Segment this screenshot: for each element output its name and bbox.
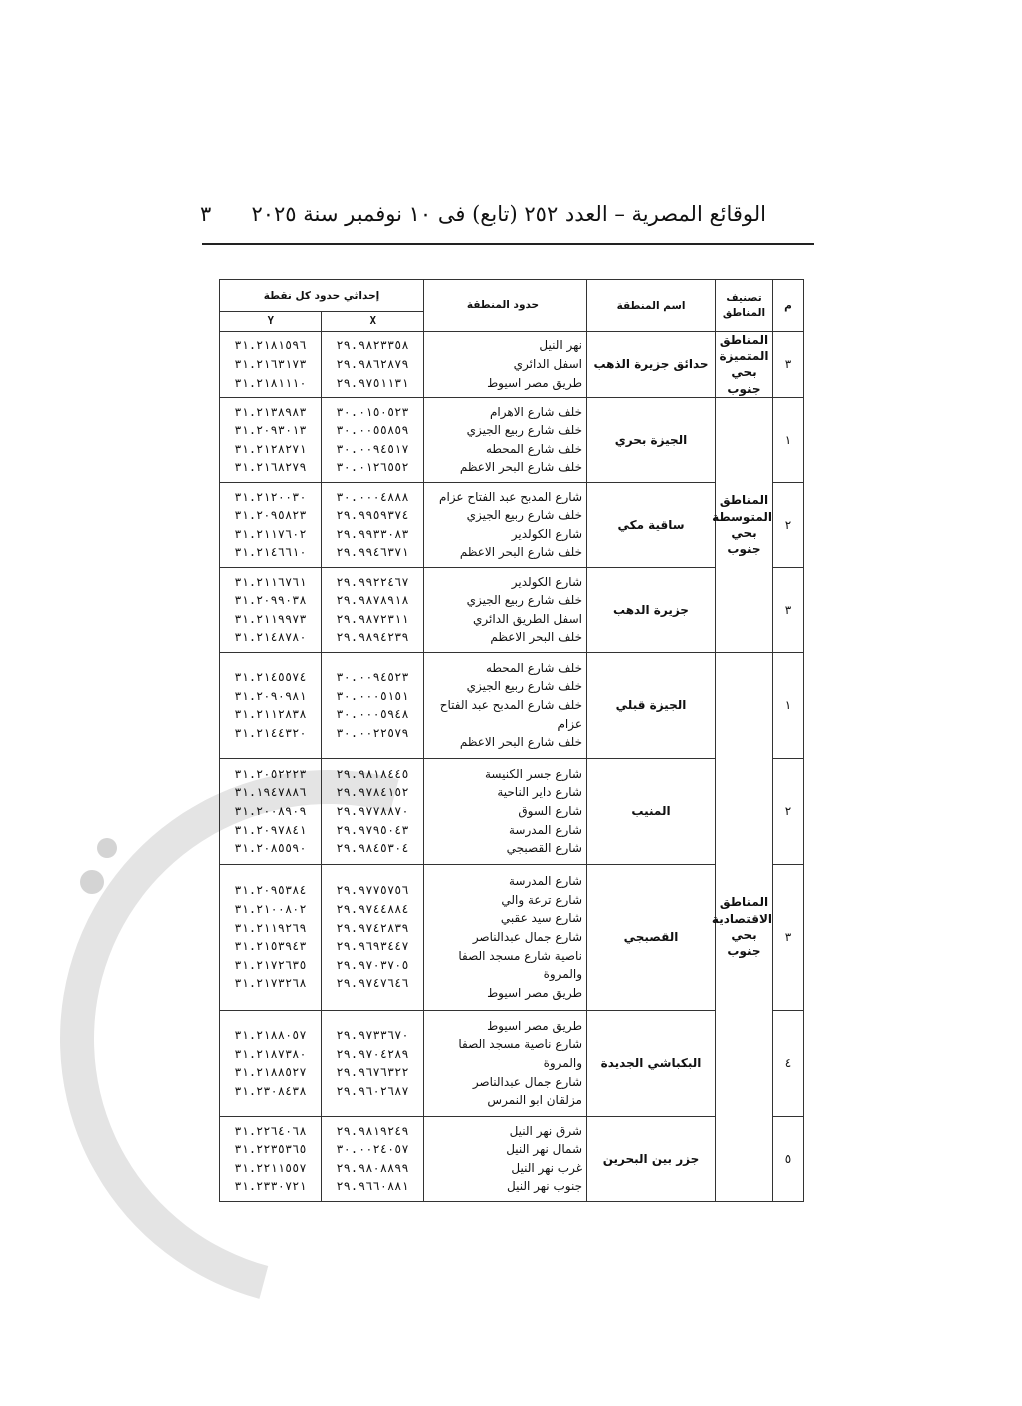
x-coordinate: ٢٩.٩٧٣٣٦٧٠ xyxy=(336,1028,409,1043)
boundary-line: خلف شارع ربيع الجيزي xyxy=(466,679,582,694)
y-coordinate: ٣١.٢١٤٦٦١٠ xyxy=(234,545,307,560)
watermark-dot xyxy=(80,870,104,894)
boundary-line: خلف شارع البحر الاعظم xyxy=(459,460,582,475)
x-coordinate: ٢٩.٩٨٦٢٨٧٩ xyxy=(336,357,409,372)
boundary-line: شارع المدرسة xyxy=(509,874,582,889)
y-coordinate: ٣١.٢٠٩٩٠٣٨ xyxy=(234,593,307,608)
boundary-line: غرب نهر النيل xyxy=(511,1160,582,1175)
boundary-line: خلف شارع البحر الاعظم xyxy=(459,735,582,750)
area-name: جزر بين البحرين xyxy=(587,1116,716,1201)
x-coordinates xyxy=(322,758,424,864)
area-boundaries xyxy=(424,482,587,567)
x-coordinates xyxy=(322,652,424,758)
x-coordinate: ٣٠.٠٠٠٤٨٨٨ xyxy=(336,489,409,504)
x-coordinate: ٢٩.٩٦٩٣٤٤٧ xyxy=(336,939,409,954)
x-coordinate: ٢٩.٩٩٢٢٤٦٧ xyxy=(336,574,409,589)
y-coordinate: ٣١.٢٠٩٣٠١٣ xyxy=(234,423,307,438)
x-coordinate: ٢٩.٩٧٤٧٦٤٦ xyxy=(336,976,409,991)
row-number: ٢ xyxy=(773,482,804,567)
zones-table xyxy=(219,279,804,1202)
row-number: ٢ xyxy=(773,758,804,864)
area-boundaries xyxy=(424,652,587,758)
boundary-line: شارع المدبح عبد الفتاح عزام xyxy=(439,489,582,504)
y-coordinates xyxy=(220,567,322,652)
zone-classification: المناطق الاقتصادية بحي جنوب xyxy=(716,652,773,1201)
y-coordinates xyxy=(220,1010,322,1116)
boundary-line: شارع القصبجي xyxy=(506,841,582,856)
y-coordinate: ٣١.٢١٨٨٠٥٧ xyxy=(234,1028,307,1043)
y-coordinate: ٣١.٢١٣٨٩٨٣ xyxy=(234,404,307,419)
row-number: ٥ xyxy=(773,1116,804,1201)
y-coordinate: ٣١.٢٣٣٠٧٢١ xyxy=(234,1179,307,1194)
x-coordinate: ٢٩.٩٧٥١١٣١ xyxy=(336,375,409,390)
y-coordinate: ٣١.٢١١٦٧٦١ xyxy=(234,574,307,589)
y-coordinate: ٣١.٢١٨٧٣٨٠ xyxy=(234,1046,307,1061)
header-classification: تصنيف المناطق xyxy=(716,280,773,332)
x-coordinate: ٣٠.٠٠٩٤٥٢٣ xyxy=(336,670,409,685)
y-coordinate: ٣١.٢٢٦٤٠٦٨ xyxy=(234,1123,307,1138)
area-boundaries xyxy=(424,567,587,652)
x-coordinate: ٢٩.٩٨٧٨٩١٨ xyxy=(336,593,409,608)
x-coordinate: ٢٩.٩٦٦٠٨٨١ xyxy=(336,1179,409,1194)
boundary-line: اسفل الدائري xyxy=(513,357,582,372)
y-coordinate: ٣١.٢١١٩٢٦٩ xyxy=(234,920,307,935)
row-number: ٣ xyxy=(773,567,804,652)
y-coordinate: ٣١.٢١٠٠٨٠٢ xyxy=(234,902,307,917)
table-row xyxy=(220,332,804,398)
row-number: ٤ xyxy=(773,1010,804,1116)
y-coordinate: ٣١.٢١٢٠٠٣٠ xyxy=(234,489,307,504)
y-coordinates xyxy=(220,397,322,482)
boundary-line: عزام xyxy=(557,716,582,731)
area-boundaries xyxy=(424,397,587,482)
zones-table-body xyxy=(220,332,804,1202)
boundary-line: خلف البحر الاعظم xyxy=(490,630,582,645)
row-number: ١ xyxy=(773,652,804,758)
x-coordinate: ٢٩.٩٧٠٤٢٨٩ xyxy=(336,1046,409,1061)
boundary-line: خلف شارع ربيع الجيزي xyxy=(466,508,582,523)
x-coordinates xyxy=(322,482,424,567)
x-coordinate: ٣٠.٠٠٥٥٨٥٩ xyxy=(336,423,409,438)
y-coordinate: ٣١.١٩٤٧٨٨٦ xyxy=(234,785,307,800)
x-coordinates xyxy=(322,864,424,1010)
y-coordinate: ٣١.٢٢١١٥٥٧ xyxy=(234,1160,307,1175)
watermark-dot xyxy=(97,838,117,858)
y-coordinates xyxy=(220,652,322,758)
boundary-line: نهر النيل xyxy=(539,338,582,353)
header-x: X xyxy=(322,312,424,332)
y-coordinate: ٣١.٢١٢٨٢٧١ xyxy=(234,441,307,456)
y-coordinate: ٣١.٢١١٢٨٣٨ xyxy=(234,707,307,722)
x-coordinate: ٢٩.٩٨٢٣٣٥٨ xyxy=(336,338,409,353)
page-number: ٣ xyxy=(200,202,212,226)
area-name: المنيب xyxy=(587,758,716,864)
x-coordinate: ٣٠.٠٠٠٥١٥١ xyxy=(336,688,409,703)
boundary-line: ناصية شارع مسجد الصفا xyxy=(458,948,582,963)
x-coordinate: ٢٩.٩٦٠٢٦٨٧ xyxy=(336,1083,409,1098)
boundary-line: شارع المدرسة xyxy=(509,822,582,837)
x-coordinate: ٣٠.٠١٥٠٥٢٣ xyxy=(336,404,409,419)
y-coordinates xyxy=(220,332,322,398)
boundary-line: جنوب نهر النيل xyxy=(507,1179,582,1194)
zone-classification: المناطق المتوسطة بحي جنوب xyxy=(716,397,773,652)
boundary-line: خلف شارع ربيع الجيزي xyxy=(466,423,582,438)
boundary-line: والمروة xyxy=(543,967,582,982)
boundary-line: طريق مصر اسيوط xyxy=(487,1018,582,1033)
y-coordinates xyxy=(220,1116,322,1201)
x-coordinate: ٢٩.٩٨٠٨٨٩٩ xyxy=(336,1160,409,1175)
header-num: م xyxy=(773,280,804,332)
header-y: Y xyxy=(220,312,322,332)
area-name: الجيزة قبلي xyxy=(587,652,716,758)
y-coordinate: ٣١.٢١٦٣١٧٣ xyxy=(234,357,307,372)
x-coordinate: ٣٠.٠٠٢٢٥٧٩ xyxy=(336,725,409,740)
table-row xyxy=(220,652,804,758)
y-coordinate: ٣١.٢١٨٨٥٢٧ xyxy=(234,1065,307,1080)
boundary-line: شارع سيد عقبي xyxy=(500,911,582,926)
boundary-line: شارع السوق xyxy=(518,803,582,818)
boundary-line: طريق مصر اسيوط xyxy=(487,985,582,1000)
row-number: ١ xyxy=(773,397,804,482)
x-coordinate: ٣٠.٠٠٢٤٠٥٧ xyxy=(336,1142,409,1157)
y-coordinate: ٣١.٢٣٠٨٤٣٨ xyxy=(234,1083,307,1098)
boundary-line: والمروة xyxy=(543,1055,582,1070)
header-coordinates: إحداثي حدود كل نقطة xyxy=(220,280,424,312)
zone-classification: المناطق المتميزة بحي جنوب xyxy=(716,332,773,398)
x-coordinate: ٢٩.٩٨٤٥٣٠٤ xyxy=(336,841,409,856)
table-row xyxy=(220,397,804,482)
area-name: ساقية مكي xyxy=(587,482,716,567)
header-area-name: اسم المنطقة xyxy=(587,280,716,332)
x-coordinate: ٢٩.٩٧٩٥٠٤٣ xyxy=(336,822,409,837)
x-coordinates xyxy=(322,567,424,652)
boundary-line: خلف شارع البحر الاعظم xyxy=(459,545,582,560)
area-boundaries xyxy=(424,864,587,1010)
y-coordinate: ٣١.٢٠٩٥٨٢٣ xyxy=(234,508,307,523)
x-coordinate: ٢٩.٩٨١٩٢٤٩ xyxy=(336,1123,409,1138)
gazette-title: الوقائع المصرية – العدد ٢٥٢ (تابع) فى ١٠ نوفمبر سنة ٢٠٢٥ xyxy=(251,202,766,226)
x-coordinate: ٣٠.٠٠٩٤٥١٧ xyxy=(336,441,409,456)
x-coordinates xyxy=(322,1116,424,1201)
y-coordinates xyxy=(220,864,322,1010)
x-coordinate: ٣٠.٠٠٠٥٩٤٨ xyxy=(336,707,409,722)
y-coordinate: ٣١.٢١٨١٥٩٦ xyxy=(234,338,307,353)
y-coordinate: ٣١.٢٠٩٧٨٤١ xyxy=(234,822,307,837)
x-coordinate: ٢٩.٩٧٧٨٨٧٠ xyxy=(336,803,409,818)
boundary-line: مزلقان ابو النمرس xyxy=(487,1093,582,1108)
x-coordinate: ٣٠.٠١٢٦٥٥٢ xyxy=(336,460,409,475)
row-number: ٣ xyxy=(773,864,804,1010)
x-coordinate: ٢٩.٩٩٤٦٣٧١ xyxy=(336,545,409,560)
x-coordinate: ٢٩.٩٨٧٢٣١١ xyxy=(336,611,409,626)
y-coordinate: ٣١.٢١٤٨٧٨٠ xyxy=(234,630,307,645)
boundary-line: شارع الكولدير xyxy=(511,574,582,589)
y-coordinate: ٣١.٢١٤٤٣٢٠ xyxy=(234,725,307,740)
boundary-line: شارع داير الناحية xyxy=(497,785,582,800)
area-name: القصبجي xyxy=(587,864,716,1010)
x-coordinate: ٢٩.٩٧٧٥٧٥٦ xyxy=(336,883,409,898)
area-boundaries xyxy=(424,758,587,864)
y-coordinate: ٣١.٢٠٩٥٣٨٤ xyxy=(234,883,307,898)
x-coordinate: ٢٩.٩٦٧٦٣٢٢ xyxy=(336,1065,409,1080)
y-coordinates xyxy=(220,758,322,864)
y-coordinate: ٣١.٢١١٧٦٠٢ xyxy=(234,526,307,541)
area-boundaries xyxy=(424,1116,587,1201)
x-coordinate: ٢٩.٩٨٩٤٢٣٩ xyxy=(336,630,409,645)
boundary-line: خلف شارع المحطه xyxy=(485,441,582,456)
y-coordinate: ٣١.٢١٦٨٢٧٩ xyxy=(234,460,307,475)
x-coordinates xyxy=(322,332,424,398)
row-number: ٣ xyxy=(773,332,804,398)
x-coordinates xyxy=(322,1010,424,1116)
y-coordinate: ٣١.٢٠٥٢٢٢٣ xyxy=(234,766,307,781)
x-coordinate: ٢٩.٩٨١٨٤٤٥ xyxy=(336,766,409,781)
area-name: جزيرة الدهب xyxy=(587,567,716,652)
boundary-line: شارع ترعة والي xyxy=(501,892,582,907)
boundary-line: شارع جمال عبدالناصر xyxy=(472,929,582,944)
boundary-line: خلف شارع المحطه xyxy=(485,660,582,675)
y-coordinates xyxy=(220,482,322,567)
x-coordinate: ٢٩.٩٩٣٣٠٨٣ xyxy=(336,526,409,541)
boundary-line: شرق نهر النيل xyxy=(509,1123,582,1138)
boundary-line: اسفل الطريق الدائري xyxy=(473,611,582,626)
boundary-line: شارع جسر الكنيسة xyxy=(484,766,582,781)
boundary-line: شمال نهر النيل xyxy=(506,1142,582,1157)
x-coordinate: ٢٩.٩٧٠٣٧٠٥ xyxy=(336,957,409,972)
boundary-line: شارع ناصية مسجد الصفا xyxy=(458,1037,582,1052)
y-coordinate: ٣١.٢٠٠٨٩٠٩ xyxy=(234,803,307,818)
y-coordinate: ٣١.٢١٧٢٦٣٥ xyxy=(234,957,307,972)
boundary-line: شارع جمال عبدالناصر xyxy=(472,1074,582,1089)
y-coordinate: ٣١.٢١٥٣٩٤٣ xyxy=(234,939,307,954)
page-header xyxy=(200,194,766,234)
area-name: حدائق جزيرة الذهب xyxy=(587,332,716,398)
y-coordinate: ٣١.٢٠٨٥٥٩٠ xyxy=(234,841,307,856)
x-coordinate: ٢٩.٩٧٤٢٨٣٩ xyxy=(336,920,409,935)
x-coordinate: ٢٩.٩٩٥٩٣٧٤ xyxy=(336,508,409,523)
y-coordinate: ٣١.٢١٨١١١٠ xyxy=(234,375,307,390)
y-coordinate: ٣١.٢٢٣٥٣٦٥ xyxy=(234,1142,307,1157)
x-coordinate: ٢٩.٩٧٤٤٨٨٤ xyxy=(336,902,409,917)
x-coordinate: ٢٩.٩٧٨٤١٥٢ xyxy=(336,785,409,800)
area-name: الجيزة بحري xyxy=(587,397,716,482)
boundary-line: خلف شارع المدبح عبد الفتاح xyxy=(439,697,582,712)
area-boundaries xyxy=(424,332,587,398)
area-boundaries xyxy=(424,1010,587,1116)
header-divider xyxy=(202,243,814,245)
boundary-line: طريق مصر اسيوط xyxy=(487,375,582,390)
x-coordinates xyxy=(322,397,424,482)
header-boundaries: حدود المنطقة xyxy=(424,280,587,332)
y-coordinate: ٣١.٢١٤٥٥٧٤ xyxy=(234,670,307,685)
y-coordinate: ٣١.٢١١٩٩٧٣ xyxy=(234,611,307,626)
y-coordinate: ٣١.٢١٧٣٢٦٨ xyxy=(234,976,307,991)
boundary-line: خلف شارع الاهرام xyxy=(490,404,582,419)
boundary-line: خلف شارع ربيع الجيزي xyxy=(466,593,582,608)
y-coordinate: ٣١.٢٠٩٠٩٨١ xyxy=(234,688,307,703)
area-name: البكباشي الجديدة xyxy=(587,1010,716,1116)
boundary-line: شارع الكولدير xyxy=(511,526,582,541)
